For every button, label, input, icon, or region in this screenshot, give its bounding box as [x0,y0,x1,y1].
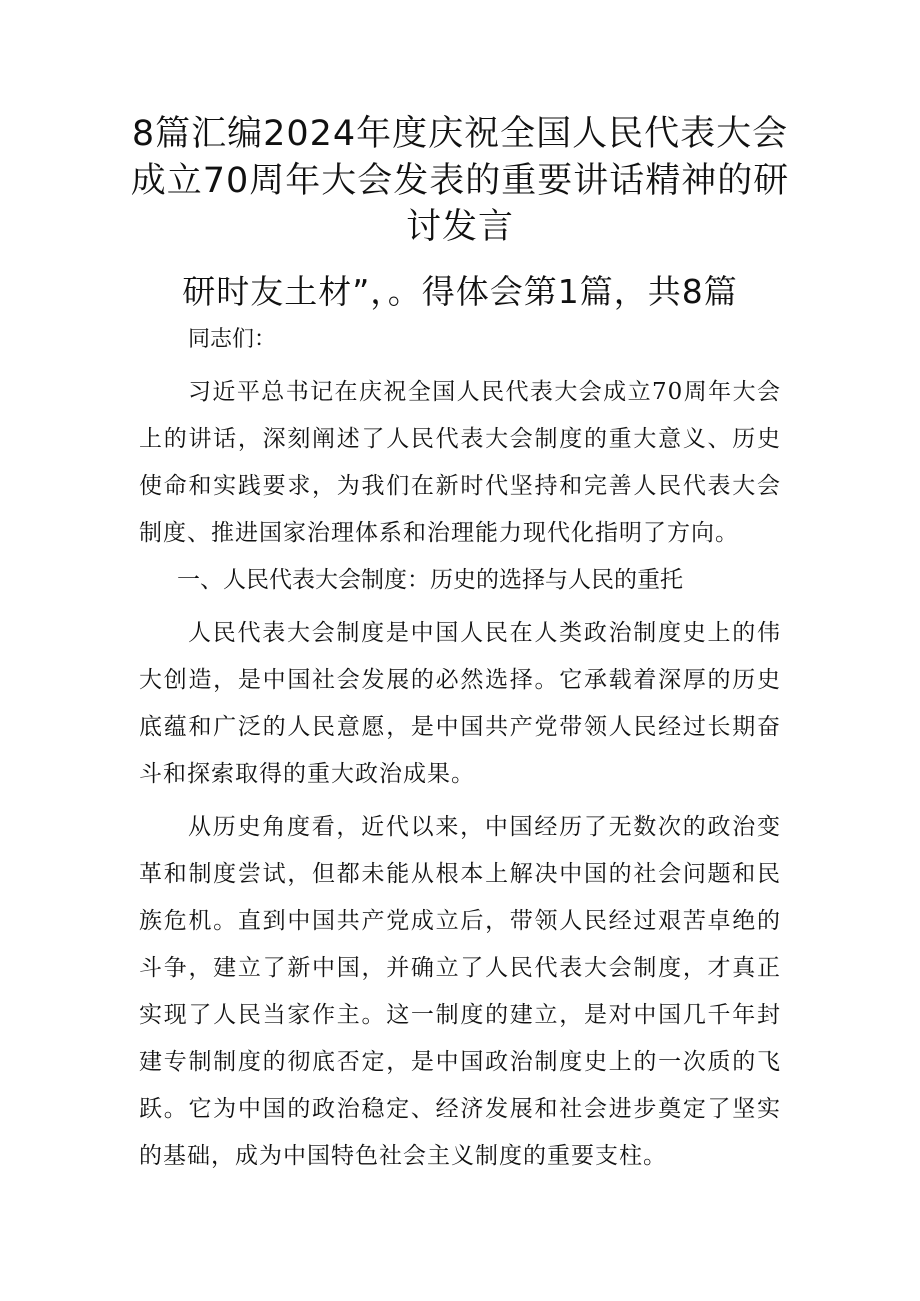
paragraph-3-line-6: 建专制制度的彻底否定，是中国政治制度史上的一次质的飞 [139,1049,781,1075]
paragraph-1-line-2: 上的讲话，深刻阐述了人民代表大会制度的重大意义、历史 [139,426,781,452]
paragraph-3-line-1: 从历史角度看，近代以来，中国经历了无数次的政治变 [188,814,781,840]
paragraph-2-line-3: 底蕴和广泛的人民意愿，是中国共产党带领人民经过长期奋 [139,714,781,740]
paragraph-2-line-4: 斗和探索取得的重大政治成果。 [139,761,475,787]
paragraph-1-line-4: 制度、推进国家治理体系和治理能力现代化指明了方向。 [139,520,739,546]
paragraph-2-line-1: 人民代表大会制度是中国人民在人类政治制度史上的伟 [188,620,781,646]
paragraph-1-line-1: 习近平总书记在庆祝全国人民代表大会成立70周年大会 [188,379,781,405]
paragraph-1-line-3: 使命和实践要求，为我们在新时代坚持和完善人民代表大会 [139,473,781,499]
paragraph-3-line-4: 斗争，建立了新中国，并确立了人民代表大会制度，才真正 [139,955,781,981]
paragraph-3-line-5: 实现了人民当家作主。这一制度的建立，是对中国几千年封 [139,1002,781,1028]
paragraph-3-line-3: 族危机。直到中国共产党成立后，带领人民经过艰苦卓绝的 [139,908,781,934]
paragraph-2-line-2: 大创造，是中国社会发展的必然选择。它承载着深厚的历史 [139,667,781,693]
paragraph-3-line-8: 的基础，成为中国特色社会主义制度的重要支柱。 [139,1143,667,1169]
document-title-line-3: 讨发言 [405,207,514,247]
paragraph-3-line-7: 跃。它为中国的政治稳定、经济发展和社会进步奠定了坚实 [139,1096,781,1122]
salutation: 同志们： [188,327,277,352]
section-heading: 一、人民代表大会制度：历史的选择与人民的重托 [177,567,683,593]
document-title-line-1: 8篇汇编2024年度庆祝全国人民代表大会 [131,114,789,154]
document-title-line-2: 成立70周年大会发表的重要讲话精神的研 [130,161,790,201]
paragraph-3-line-2: 革和制度尝试，但都未能从根本上解决中国的社会问题和民 [139,861,781,887]
document-subtitle: 研时友土材”，。得体会第1篇，共8篇 [182,272,738,311]
